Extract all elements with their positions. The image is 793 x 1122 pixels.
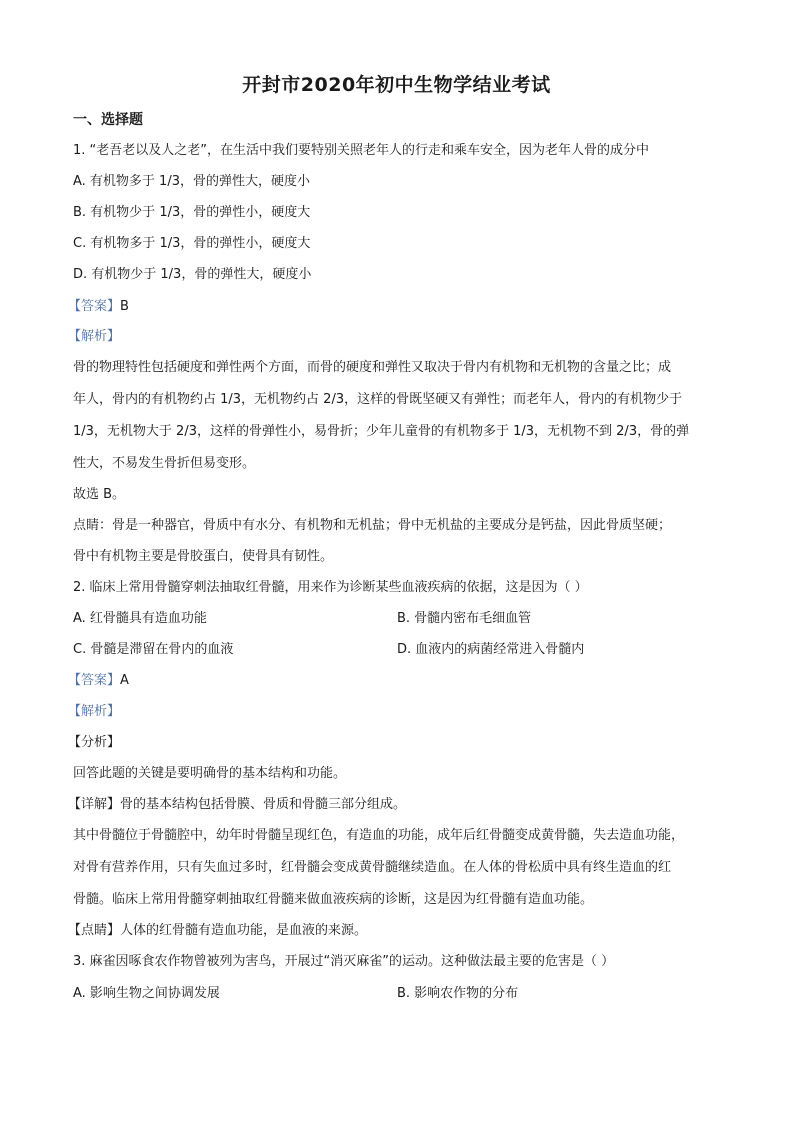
document-title: 开封市2020年初中生物学结业考试 bbox=[242, 74, 551, 96]
answer-label: 【答案】 bbox=[68, 673, 121, 688]
detail-text: 骨的基本结构包括骨膜、骨质和骨髓三部分组成。 bbox=[120, 797, 407, 812]
q2-detail bbox=[68, 797, 406, 813]
question-1-stem: 1. “老吾老以及人之老”，在生活中我们要特别关照老年人的行走和乘车安全，因为老年人骨的成分中 bbox=[73, 143, 650, 158]
q1-analysis-line: 性大，不易发生骨折但易变形。 bbox=[73, 456, 256, 471]
question-3-stem: 3. 麻雀因啄食农作物曾被列为害鸟，开展过“消灭麻雀”的运动。这种做法最主要的危害是（ ） bbox=[73, 954, 615, 969]
section-heading: 一、选择题 bbox=[73, 112, 143, 128]
q2-analysis-label: 【解析】 bbox=[68, 704, 121, 719]
q1-option-d: D. 有机物少于 1/3，骨的弹性大，硬度小 bbox=[73, 267, 312, 282]
q1-option-c: C. 有机物多于 1/3，骨的弹性小，硬度大 bbox=[73, 236, 311, 251]
q3-option-a: A. 影响生物之间协调发展 bbox=[73, 986, 220, 1001]
q2-detail-line: 其中骨髓位于骨髓腔中，幼年时骨髓呈现红色，有造血的功能，成年后红骨髓变成黄骨髓，失去造血功能， bbox=[73, 828, 685, 843]
q2-tip bbox=[68, 923, 367, 939]
q2-option-a: A. 红骨髓具有造血功能 bbox=[73, 611, 207, 626]
q1-analysis-line: 1/3，无机物大于 2/3，这样的骨弹性小，易骨折；少年儿童骨的有机物多于 1/3，无机物不到 2/3，骨的弹 bbox=[73, 424, 690, 439]
tip-text: 人体的红骨髓有造血功能，是血液的来源。 bbox=[120, 923, 368, 938]
q1-option-b: B. 有机物少于 1/3，骨的弹性小，硬度大 bbox=[73, 205, 311, 220]
q1-tip-line: 骨中有机物主要是骨胶蛋白，使骨具有韧性。 bbox=[73, 549, 334, 564]
answer-value: B bbox=[120, 299, 129, 314]
q1-analysis-label: 【解析】 bbox=[68, 329, 121, 344]
q2-fenxi-text: 回答此题的关键是要明确骨的基本结构和功能。 bbox=[73, 766, 347, 781]
q1-analysis-line: 年人，骨内的有机物约占 1/3，无机物约占 2/3，这样的骨既坚硬又有弹性；而老年人，骨内的有机物少于 bbox=[73, 392, 683, 407]
q2-detail-line: 骨髓。临床上常用骨髓穿刺抽取红骨髓来做血液疾病的诊断，这是因为红骨髓有造血功能。 bbox=[73, 892, 594, 907]
q2-option-d: D. 血液内的病菌经常进入骨髓内 bbox=[397, 642, 585, 657]
q1-tip-line: 点睛：骨是一种器官，骨质中有水分、有机物和无机盐；骨中无机盐的主要成分是钙盐，因此骨质坚硬； bbox=[73, 518, 672, 533]
q1-option-a: A. 有机物多于 1/3，骨的弹性大，硬度小 bbox=[73, 174, 310, 189]
answer-value: A bbox=[120, 673, 129, 688]
q3-option-b: B. 影响农作物的分布 bbox=[397, 986, 519, 1001]
q2-option-c: C. 骨髓是滞留在骨内的血液 bbox=[73, 642, 234, 657]
answer-label: 【答案】 bbox=[68, 299, 121, 314]
q2-detail-line: 对骨有营养作用，只有失血过多时，红骨髓会变成黄骨髓继续造血。在人体的骨松质中具有终生造血的红 bbox=[73, 860, 672, 875]
q1-answer bbox=[68, 299, 129, 315]
q1-conclusion: 故选 B。 bbox=[73, 487, 126, 502]
q2-answer bbox=[68, 673, 129, 689]
q1-analysis-line: 骨的物理特性包括硬度和弹性两个方面，而骨的硬度和弹性又取决于骨内有机物和无机物的含量之比；成 bbox=[73, 360, 672, 375]
q2-fenxi-label: 【分析】 bbox=[68, 735, 121, 750]
q2-option-b: B. 骨髓内密布毛细血管 bbox=[397, 611, 532, 626]
detail-label: 【详解】 bbox=[68, 797, 121, 812]
tip-label: 【点睛】 bbox=[68, 923, 121, 938]
question-2-stem: 2. 临床上常用骨髓穿刺法抽取红骨髓，用来作为诊断某些血液疾病的依据，这是因为（ ） bbox=[73, 580, 588, 595]
